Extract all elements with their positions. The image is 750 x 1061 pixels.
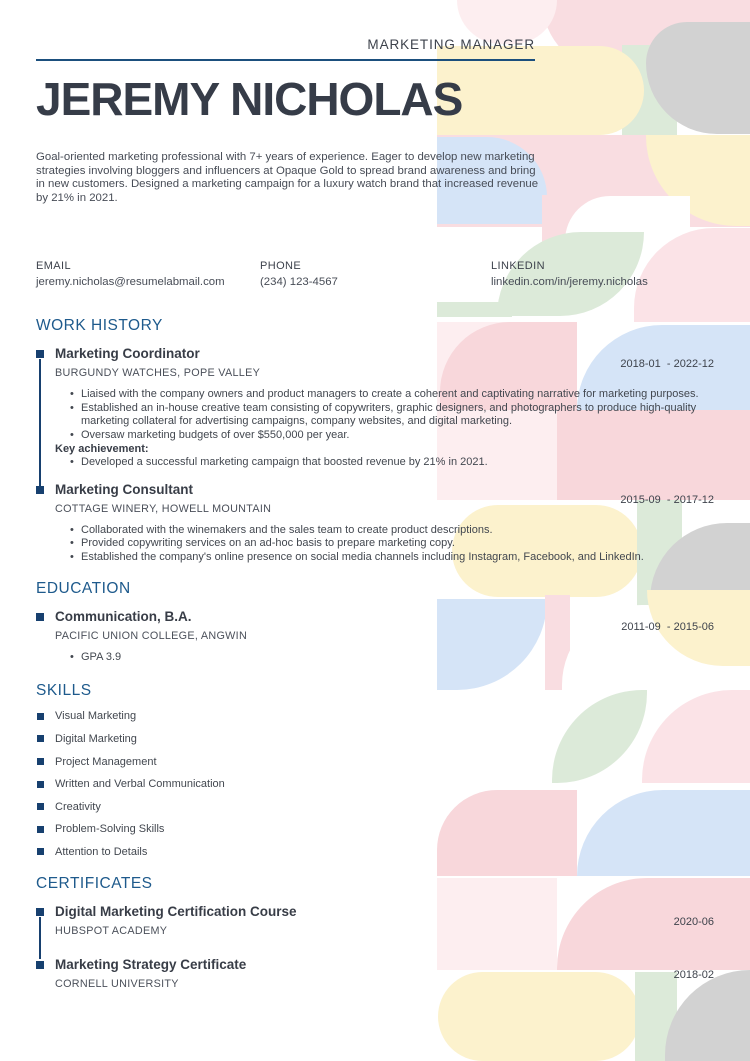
contact-row bbox=[36, 260, 714, 288]
timeline-line bbox=[39, 917, 41, 959]
skill-item bbox=[36, 845, 714, 858]
certificate-date: 2018-02 bbox=[673, 969, 714, 982]
job-title: Marketing Consultant bbox=[55, 481, 194, 497]
job-title: Marketing Coordinator bbox=[55, 346, 200, 362]
candidate-name: JEREMY NICHOLAS bbox=[36, 73, 463, 125]
skill-item bbox=[36, 710, 714, 723]
linkedin-label: LINKEDIN bbox=[491, 260, 545, 273]
key-achievement-label: Key achievement: bbox=[55, 443, 149, 456]
phone-value: (234) 123-4567 bbox=[260, 276, 338, 289]
job-bullet: • Established an in-house creative team consisting of copywriters, graphic designers, and photographers to produce high-quality marketing collateral for advertising campaigns, company websites, and digital marketing. bbox=[70, 402, 714, 429]
education-dates: 2011-09 - 2015-06 bbox=[621, 621, 714, 634]
job-entry bbox=[36, 346, 714, 470]
email-label: EMAIL bbox=[36, 260, 72, 273]
square-bullet-icon bbox=[36, 350, 44, 358]
job-bullet-list bbox=[55, 388, 714, 442]
skill-label: Digital Marketing bbox=[55, 732, 137, 745]
certificate-issuer: CORNELL UNIVERSITY bbox=[55, 978, 179, 991]
section-title-work-history: WORK HISTORY bbox=[36, 317, 163, 335]
square-bullet-icon bbox=[37, 781, 44, 788]
school-name: PACIFIC UNION COLLEGE, ANGWIN bbox=[55, 630, 248, 643]
square-bullet-icon bbox=[36, 961, 44, 969]
certificate-entry bbox=[36, 957, 714, 990]
skill-label: Attention to Details bbox=[55, 845, 148, 858]
section-title-education: EDUCATION bbox=[36, 580, 131, 598]
job-dates: 2015-09 - 2017-12 bbox=[620, 493, 714, 506]
certificate-issuer: HUBSPOT ACADEMY bbox=[55, 925, 168, 938]
title-rule bbox=[36, 59, 535, 61]
skill-item bbox=[36, 823, 714, 836]
skill-label: Problem-Solving Skills bbox=[55, 823, 165, 836]
job-bullet: • Established the company's online presence on social media channels including Instagram, Facebook, and LinkedIn. bbox=[70, 551, 714, 565]
skill-label: Visual Marketing bbox=[55, 710, 137, 723]
role-title: MARKETING MANAGER bbox=[367, 37, 535, 52]
education-entry bbox=[36, 609, 714, 665]
skill-label: Creativity bbox=[55, 800, 101, 813]
job-entry bbox=[36, 482, 714, 565]
skill-item bbox=[36, 755, 714, 768]
skill-label: Written and Verbal Communication bbox=[55, 778, 225, 791]
square-bullet-icon bbox=[36, 908, 44, 916]
job-bullet: • Oversaw marketing budgets of over $550,000 per year. bbox=[70, 429, 714, 443]
skill-item bbox=[36, 778, 714, 791]
square-bullet-icon bbox=[36, 613, 44, 621]
linkedin-value: linkedin.com/in/jeremy.nicholas bbox=[491, 276, 648, 289]
contact-linkedin bbox=[491, 260, 714, 288]
skill-label: Project Management bbox=[55, 755, 157, 768]
square-bullet-icon bbox=[37, 848, 44, 855]
key-achievement-list bbox=[55, 456, 714, 470]
square-bullet-icon bbox=[37, 735, 44, 742]
certificate-date: 2020-06 bbox=[673, 916, 714, 929]
job-bullet: • Collaborated with the winemakers and the sales team to create product descriptions. bbox=[70, 524, 714, 538]
square-bullet-icon bbox=[37, 826, 44, 833]
job-bullet: • Provided copywriting services on an ad-hoc basis to prepare marketing copy. bbox=[70, 537, 714, 551]
square-bullet-icon bbox=[37, 758, 44, 765]
skills-list bbox=[36, 710, 714, 859]
email-value: jeremy.nicholas@resumelabmail.com bbox=[36, 276, 225, 289]
square-bullet-icon bbox=[36, 486, 44, 494]
section-title-certificates: CERTIFICATES bbox=[36, 875, 153, 893]
certificate-name: Marketing Strategy Certificate bbox=[55, 957, 247, 973]
profile-summary: Goal-oriented marketing professional with 7+ years of experience. Eager to develop new marketing strategies involving bloggers and influencers at Opaque Gold to spread brand awareness and bring in new customers. Designed a marketing campaign for a luxury watch brand that increased revenue by 21% in 2021. bbox=[36, 151, 539, 204]
square-bullet-icon bbox=[37, 713, 44, 720]
certificate-name: Digital Marketing Certification Course bbox=[55, 904, 297, 920]
timeline-line bbox=[39, 359, 41, 486]
contact-phone bbox=[260, 260, 491, 288]
certificate-entry bbox=[36, 904, 714, 937]
degree-title: Communication, B.A. bbox=[55, 609, 192, 625]
contact-email bbox=[36, 260, 260, 288]
square-bullet-icon bbox=[37, 803, 44, 810]
job-bullet-list bbox=[55, 524, 714, 565]
job-company: BURGUNDY WATCHES, POPE VALLEY bbox=[55, 367, 261, 380]
job-bullet: • Liaised with the company owners and product managers to create a coherent and captivating narrative for marketing purposes. bbox=[70, 388, 714, 402]
phone-label: PHONE bbox=[260, 260, 302, 273]
education-bullet-list bbox=[55, 651, 714, 665]
job-company: COTTAGE WINERY, HOWELL MOUNTAIN bbox=[55, 502, 272, 515]
key-achievement-bullet: • Developed a successful marketing campaign that boosted revenue by 21% in 2021. bbox=[70, 456, 714, 470]
skill-item bbox=[36, 732, 714, 745]
education-bullet: • GPA 3.9 bbox=[70, 651, 714, 665]
section-title-skills: SKILLS bbox=[36, 681, 92, 699]
skill-item bbox=[36, 800, 714, 813]
job-dates: 2018-01 - 2022-12 bbox=[620, 358, 714, 371]
